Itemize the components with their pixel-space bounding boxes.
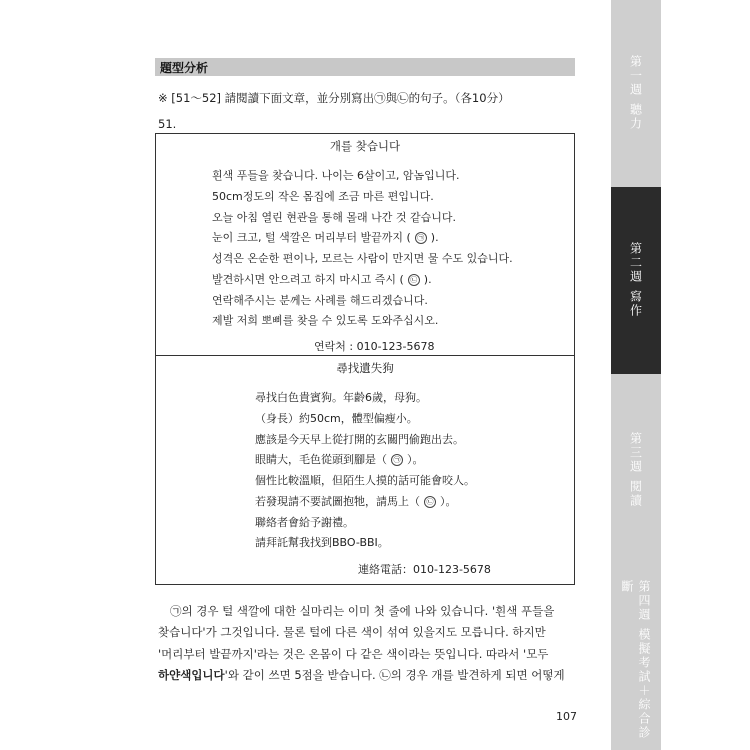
chinese-line-4 — [255, 451, 424, 467]
korean-line-4-text: 눈이 크고, 털 색깔은 머리부터 발끝까지 ( — [212, 231, 411, 244]
chinese-line-5: 個性比較溫順，但陌生人摸的話可能會咬人。 — [255, 474, 475, 487]
chinese-line-2: （身長）約50cm，體型偏瘦小。 — [255, 412, 418, 425]
question-number: 51. — [158, 117, 177, 131]
korean-line-7: 연락해주시는 분께는 사례를 해드리겠습니다. — [212, 294, 428, 307]
explanation-bold-answer: 하얀색입니다 — [158, 668, 225, 682]
korean-notice-title: 개를 찾습니다 — [329, 139, 401, 153]
tab-week-4-label: 第四週 模擬考試＋綜合診斷 — [620, 580, 651, 740]
blank-b-marker: ㉡ — [408, 274, 420, 286]
chinese-line-8: 請拜託幫我找到BBO-BBI。 — [255, 536, 389, 549]
korean-line-6 — [212, 271, 432, 287]
tab-week-2-writing[interactable] — [611, 187, 661, 374]
chinese-contact: 連絡電話：010-123-5678 — [358, 563, 491, 576]
question-instruction: ※ [51～52] 請閱讀下面文章，並分別寫出㉠與㉡的句子。（各10分） — [158, 91, 510, 105]
korean-line-1: 흰색 푸들을 찾습니다. 나이는 6살이고, 암놈입니다. — [212, 169, 460, 182]
section-title: 題型分析 — [160, 61, 209, 75]
chinese-notice-title: 尋找遺失狗 — [336, 361, 394, 375]
korean-line-2: 50cm정도의 작은 몸집에 조금 마른 편입니다. — [212, 190, 434, 203]
tab-week-1-label: 第一週 聽力 — [628, 55, 643, 131]
korean-line-5: 성격은 온순한 편이나, 모르는 사람이 만지면 물 수도 있습니다. — [212, 252, 513, 265]
tab-week-1-listening[interactable] — [611, 0, 661, 187]
blank-a-marker: ㉠ — [415, 232, 427, 244]
chinese-line-6 — [255, 493, 457, 509]
chinese-line-4-text: 眼睛大，毛色從頭到腳是（ — [255, 453, 387, 466]
explanation-line-1: ㉠의 경우 털 색깔에 대한 실마리는 이미 첫 줄에 나와 있습니다. '흰색 푸들을 — [170, 604, 555, 618]
korean-line-4 — [212, 229, 439, 245]
korean-line-8: 제발 저희 뽀삐를 찾을 수 있도록 도와주십시오. — [212, 314, 439, 327]
section-header-bar — [155, 58, 575, 76]
chinese-line-4-end: ）。 — [407, 453, 424, 466]
chinese-line-6-end: ）。 — [440, 495, 457, 508]
korean-contact: 연락처 : 010-123-5678 — [314, 340, 435, 353]
page-number: 107 — [556, 710, 577, 723]
korean-line-6-end: ). — [423, 273, 432, 286]
chinese-line-7: 聯絡者會給予謝禮。 — [255, 516, 354, 529]
blank-a-marker-zh: ㉠ — [391, 454, 403, 466]
explanation-line-3: '머리부터 발끝까지'라는 것은 온몸이 다 같은 색이라는 뜻입니다. 따라서 '모두 — [158, 647, 549, 661]
passage-divider — [155, 355, 575, 356]
blank-b-marker-zh: ㉡ — [424, 496, 436, 508]
explanation-line-2: 찾습니다'가 그것입니다. 물론 털에 다른 색이 섞여 있을지도 모릅니다. 하지만 — [158, 625, 546, 639]
tab-week-3-reading[interactable] — [611, 374, 661, 562]
korean-line-3: 오늘 아침 열린 현관을 통해 몰래 나간 것 같습니다. — [212, 211, 456, 224]
chinese-line-6-text: 若發現請不要試圖抱牠，請馬上（ — [255, 495, 420, 508]
chinese-line-1: 尋找白色貴賓狗。年齡6歲，母狗。 — [255, 391, 427, 404]
explanation-line-4-rest: '와 같이 쓰면 5점을 받습니다. ㉡의 경우 개를 발견하게 되면 어떻게 — [224, 668, 565, 682]
chinese-line-3: 應該是今天早上從打開的玄關門偷跑出去。 — [255, 433, 464, 446]
tab-week-4-mock-exam[interactable] — [611, 562, 661, 750]
korean-line-6-text: 발견하시면 안으려고 하지 마시고 즉시 ( — [212, 273, 404, 286]
explanation-line-4 — [158, 667, 565, 683]
korean-line-4-end: ). — [430, 231, 439, 244]
tab-week-2-label: 第二週 寫作 — [628, 242, 643, 318]
tab-week-3-label: 第三週 閱讀 — [628, 432, 643, 508]
